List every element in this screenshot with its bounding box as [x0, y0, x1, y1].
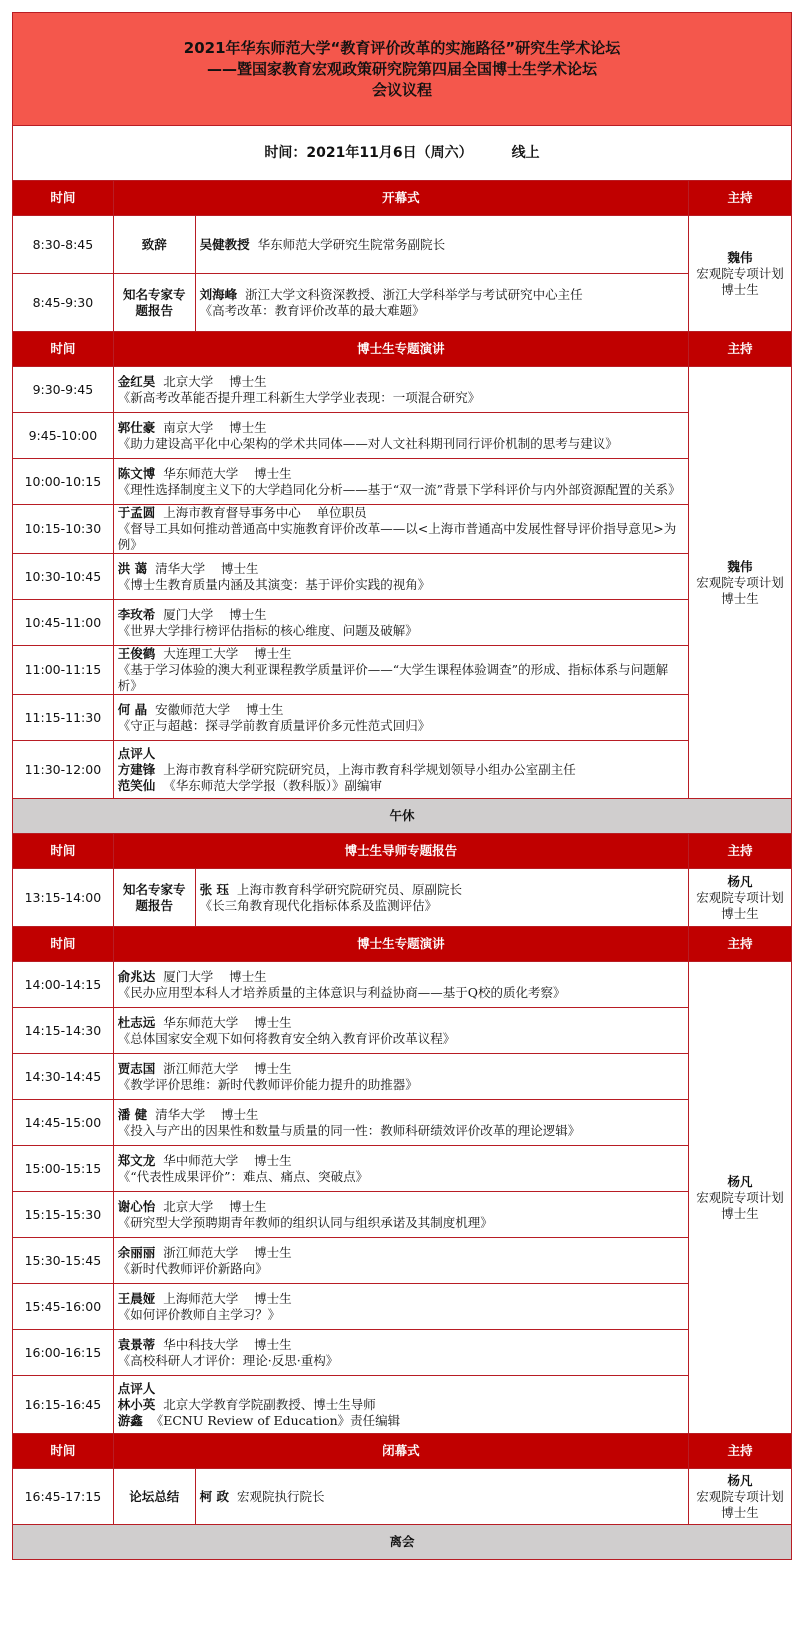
review-content [113, 1376, 688, 1434]
section-title: 开幕式 [113, 181, 688, 216]
time-slot: 16:00-16:15 [13, 1330, 114, 1376]
time-slot: 11:00-11:15 [13, 646, 114, 695]
time-slot: 10:00-10:15 [13, 459, 114, 505]
talk-content [113, 1192, 688, 1238]
agenda-table [12, 12, 792, 1560]
speaker-line [118, 1153, 684, 1169]
talk-title: 《长三角教育现代化指标体系及监测评估》 [199, 897, 438, 913]
col-time-label: 时间 [13, 1434, 114, 1469]
speaker-line [200, 882, 684, 898]
talk-content [113, 505, 688, 554]
time-slot: 16:45-17:15 [13, 1469, 114, 1525]
speaker-name: 袁景蒂 [117, 1336, 156, 1352]
section-header [13, 332, 792, 367]
speaker-affiliation: 南京大学 博士生 [155, 419, 267, 435]
lunch-break-label: 午休 [13, 799, 792, 834]
speaker-affiliation: 宏观院执行院长 [229, 1488, 325, 1504]
role-label: 知名专家专题报告 [113, 274, 195, 332]
speaker-affiliation: 浙江师范大学 博士生 [155, 1060, 292, 1076]
title-line-1: 2021年华东师范大学“教育评价改革的实施路径”研究生学术论坛 [183, 38, 621, 57]
time-slot: 10:45-11:00 [13, 600, 114, 646]
talk-content [113, 600, 688, 646]
agenda-row [13, 1238, 792, 1284]
time-slot: 15:00-15:15 [13, 1146, 114, 1192]
agenda-row [13, 1054, 792, 1100]
talk-content [113, 1284, 688, 1330]
speaker-affiliation: 清华大学 博士生 [147, 1106, 259, 1122]
section-header [13, 181, 792, 216]
role-label: 知名专家专题报告 [113, 869, 195, 927]
speaker-affiliation: 华东师范大学 博士生 [155, 1014, 292, 1030]
host-name: 魏伟 [727, 249, 753, 265]
speaker-name: 金红昊 [117, 373, 156, 389]
speaker-line [118, 1291, 684, 1307]
talk-content [195, 216, 688, 274]
talk-title: 《博士生教育质量内涵及其演变：基于评价实践的视角》 [117, 576, 431, 592]
agenda-row [13, 216, 792, 274]
talk-title: 《“代表性成果评价”：难点、痛点、突破点》 [117, 1168, 369, 1184]
departure [13, 1525, 792, 1560]
talk-content [195, 1469, 688, 1525]
host-title: 宏观院专项计划 博士生 [696, 889, 784, 921]
reviewer-line [118, 1413, 684, 1429]
host-name: 魏伟 [727, 558, 753, 574]
agenda-row [13, 1100, 792, 1146]
lunch-break [13, 799, 792, 834]
agenda-row [13, 367, 792, 413]
time-slot: 15:30-15:45 [13, 1238, 114, 1284]
speaker-line [200, 237, 684, 253]
col-host-label: 主持 [689, 332, 792, 367]
speaker-line [118, 466, 684, 482]
talk-title: 《新时代教师评价新路向》 [117, 1260, 268, 1276]
section-header [13, 834, 792, 869]
section-header [13, 927, 792, 962]
time-slot: 15:45-16:00 [13, 1284, 114, 1330]
time-slot: 13:15-14:00 [13, 869, 114, 927]
talk-content [113, 367, 688, 413]
speaker-line [118, 561, 684, 577]
speaker-affiliation: 浙江师范大学 博士生 [155, 1244, 292, 1260]
speaker-affiliation: 华中科技大学 博士生 [155, 1336, 292, 1352]
agenda-row [13, 1008, 792, 1054]
host-name: 杨凡 [727, 1173, 753, 1189]
talk-content [113, 1238, 688, 1284]
title-line-3: 会议议程 [371, 80, 432, 99]
talk-content [113, 1100, 688, 1146]
col-time-label: 时间 [13, 927, 114, 962]
agenda-row [13, 1192, 792, 1238]
talk-content [113, 962, 688, 1008]
speaker-affiliation: 安徽师范大学 博士生 [147, 701, 284, 717]
speaker-affiliation: 厦门大学 博士生 [155, 968, 267, 984]
role-label: 论坛总结 [113, 1469, 195, 1525]
talk-content [113, 646, 688, 695]
time-slot: 9:30-9:45 [13, 367, 114, 413]
talk-title: 《高考改革：教育评价改革的最大难题》 [199, 302, 425, 318]
role-label: 致辞 [113, 216, 195, 274]
agenda-row [13, 962, 792, 1008]
host-title: 宏观院专项计划 博士生 [696, 574, 784, 606]
time-slot: 10:15-10:30 [13, 505, 114, 554]
reviewer-desc: 《华东师范大学学报（教科版）》副编审 [155, 777, 382, 793]
talk-content [113, 695, 688, 741]
col-host-label: 主持 [689, 927, 792, 962]
speaker-name: 陈文博 [117, 465, 156, 481]
talk-title: 《新高考改革能否提升理工科新生大学学业表现：一项混合研究》 [117, 389, 481, 405]
agenda-row [13, 646, 792, 695]
talk-title: 《总体国家安全观下如何将教育安全纳入教育评价改革议程》 [117, 1030, 456, 1046]
host-cell [689, 216, 792, 332]
agenda-row [13, 505, 792, 554]
speaker-name: 吴健教授 [199, 236, 250, 252]
date-line: 时间：2021年11月6日（周六） 线上 [13, 126, 792, 181]
speaker-line [118, 1245, 684, 1261]
speaker-name: 余丽丽 [117, 1244, 156, 1260]
talk-content [195, 869, 688, 927]
reviewer-line [118, 762, 684, 778]
speaker-line [118, 1015, 684, 1031]
speaker-name: 潘 健 [117, 1106, 148, 1122]
talk-content [113, 1330, 688, 1376]
agenda-row [13, 1330, 792, 1376]
time-slot: 14:15-14:30 [13, 1008, 114, 1054]
section-title: 博士生专题演讲 [113, 927, 688, 962]
agenda-row [13, 695, 792, 741]
speaker-line [118, 1061, 684, 1077]
speaker-affiliation: 厦门大学 博士生 [155, 606, 267, 622]
agenda-row [13, 600, 792, 646]
speaker-name: 俞兆达 [117, 968, 156, 984]
speaker-affiliation: 北京大学 博士生 [155, 1198, 267, 1214]
speaker-line [118, 374, 684, 390]
col-time-label: 时间 [13, 332, 114, 367]
speaker-affiliation: 华中师范大学 博士生 [155, 1152, 292, 1168]
talk-title: 《基于学习体验的澳大利亚课程教学质量评价——“大学生课程体验调查”的形成、指标体系与问题解析》 [117, 662, 669, 693]
speaker-affiliation: 北京大学 博士生 [155, 373, 267, 389]
talk-content [113, 1054, 688, 1100]
speaker-name: 于孟圆 [117, 505, 156, 520]
agenda-row [13, 1284, 792, 1330]
time-slot: 14:30-14:45 [13, 1054, 114, 1100]
reviewer-desc: 《ECNU Review of Education》责任编辑 [142, 1412, 401, 1428]
talk-title: 《高校科研人才评价：理论·反思·重构》 [117, 1352, 339, 1368]
agenda-row [13, 1469, 792, 1525]
time-slot: 11:30-12:00 [13, 741, 114, 799]
col-host-label: 主持 [689, 1434, 792, 1469]
col-host-label: 主持 [689, 181, 792, 216]
host-cell [689, 869, 792, 927]
time-slot: 9:45-10:00 [13, 413, 114, 459]
section-title: 博士生专题演讲 [113, 332, 688, 367]
speaker-affiliation: 华东师范大学 博士生 [155, 465, 292, 481]
host-cell [689, 367, 792, 799]
review-row [13, 741, 792, 799]
talk-title: 《世界大学排行榜评估指标的核心维度、问题及破解》 [117, 622, 418, 638]
speaker-name: 刘海峰 [199, 286, 238, 302]
talk-title: 《如何评价教师自主学习？》 [117, 1306, 281, 1322]
agenda-row [13, 554, 792, 600]
talk-title: 《研究型大学预聘期青年教师的组织认同与组织承诺及其制度机理》 [117, 1214, 493, 1230]
host-name: 杨凡 [727, 1472, 753, 1488]
time-slot: 10:30-10:45 [13, 554, 114, 600]
departure-label: 离会 [13, 1525, 792, 1560]
speaker-name: 李玫希 [117, 606, 156, 622]
talk-content [113, 1008, 688, 1054]
speaker-name: 郑文龙 [117, 1152, 156, 1168]
speaker-line [118, 969, 684, 985]
reviewer-desc: 北京大学教育学院副教授、博士生导师 [155, 1396, 376, 1412]
col-time-label: 时间 [13, 181, 114, 216]
review-label: 点评人 [117, 745, 156, 761]
talk-title: 《助力建设高平化中心架构的学术共同体——对人文社科期刊同行评价机制的思考与建议》 [117, 435, 618, 451]
speaker-name: 郭仕豪 [117, 419, 156, 435]
speaker-line [200, 1489, 684, 1505]
time-slot: 11:15-11:30 [13, 695, 114, 741]
talk-title: 《理性选择制度主义下的大学趋同化分析——基于“双一流”背景下学科评价与内外部资源配置的关系》 [117, 481, 681, 497]
agenda-row [13, 1146, 792, 1192]
talk-title: 《守正与超越：探寻学前教育质量评价多元性范式回归》 [117, 717, 431, 733]
col-time-label: 时间 [13, 834, 114, 869]
speaker-name: 洪 蔼 [117, 560, 148, 576]
speaker-name: 柯 政 [199, 1488, 230, 1504]
section-title: 博士生导师专题报告 [113, 834, 688, 869]
speaker-affiliation: 上海师范大学 博士生 [155, 1290, 292, 1306]
col-host-label: 主持 [689, 834, 792, 869]
talk-content [113, 413, 688, 459]
agenda-row [13, 459, 792, 505]
talk-content [195, 274, 688, 332]
host-name: 杨凡 [727, 873, 753, 889]
speaker-name: 王晨娅 [117, 1290, 156, 1306]
time-slot: 8:45-9:30 [13, 274, 114, 332]
talk-title: 《民办应用型本科人才培养质量的主体意识与利益协商——基于Q校的质化考察》 [117, 984, 566, 1000]
speaker-affiliation: 上海市教育科学研究院研究员、原副院长 [229, 881, 462, 897]
speaker-affiliation: 浙江大学文科资深教授、浙江大学科举学与考试研究中心主任 [237, 286, 583, 302]
speaker-affiliation: 大连理工大学 博士生 [155, 646, 292, 661]
review-row [13, 1376, 792, 1434]
host-title: 宏观院专项计划 博士生 [696, 1189, 784, 1221]
speaker-affiliation: 上海市教育督导事务中心 单位职员 [155, 505, 367, 520]
speaker-line [118, 646, 684, 662]
reviewer-name: 游鑫 [117, 1412, 143, 1428]
speaker-name: 王俊鹤 [117, 646, 156, 661]
talk-title: 《督导工具如何推动普通高中实施教育评价改革——以<上海市普通高中发展性督导评价指导意见>为例》 [117, 521, 677, 552]
time-slot: 14:00-14:15 [13, 962, 114, 1008]
title-line-2: ——暨国家教育宏观政策研究院第四届全国博士生学术论坛 [206, 59, 597, 78]
reviewer-line [118, 778, 684, 794]
reviewer-name: 方建锋 [117, 761, 156, 777]
section-title: 闭幕式 [113, 1434, 688, 1469]
talk-title: 《投入与产出的因果性和数量与质量的同一性：教师科研绩效评价改革的理论逻辑》 [117, 1122, 581, 1138]
speaker-name: 杜志远 [117, 1014, 156, 1030]
speaker-line [118, 702, 684, 718]
section-header [13, 1434, 792, 1469]
reviewer-name: 林小英 [117, 1396, 156, 1412]
speaker-line [200, 287, 684, 303]
agenda-title [13, 13, 792, 126]
speaker-name: 何 晶 [117, 701, 148, 717]
speaker-line [118, 420, 684, 436]
reviewer-desc: 上海市教育科学研究院研究员，上海市教育科学规划领导小组办公室副主任 [155, 761, 576, 777]
speaker-name: 贾志国 [117, 1060, 156, 1076]
review-label: 点评人 [117, 1380, 156, 1396]
talk-content [113, 1146, 688, 1192]
time-slot: 15:15-15:30 [13, 1192, 114, 1238]
reviewer-name: 范笑仙 [117, 777, 156, 793]
host-title: 宏观院专项计划 博士生 [696, 265, 784, 297]
talk-content [113, 459, 688, 505]
agenda-row [13, 869, 792, 927]
agenda-row [13, 274, 792, 332]
talk-content [113, 554, 688, 600]
speaker-line [118, 1337, 684, 1353]
speaker-line [118, 607, 684, 623]
time-slot: 14:45-15:00 [13, 1100, 114, 1146]
host-cell [689, 962, 792, 1434]
host-cell [689, 1469, 792, 1525]
reviewer-line [118, 1397, 684, 1413]
time-slot: 16:15-16:45 [13, 1376, 114, 1434]
talk-title: 《教学评价思维：新时代教师评价能力提升的助推器》 [117, 1076, 418, 1092]
agenda-row [13, 413, 792, 459]
host-title: 宏观院专项计划 博士生 [696, 1488, 784, 1520]
speaker-name: 张 珏 [199, 881, 230, 897]
speaker-name: 谢心怡 [117, 1198, 156, 1214]
speaker-line [118, 1199, 684, 1215]
speaker-line [118, 1107, 684, 1123]
speaker-line [118, 505, 684, 521]
speaker-affiliation: 华东师范大学研究生院常务副院长 [249, 236, 446, 252]
time-slot: 8:30-8:45 [13, 216, 114, 274]
speaker-affiliation: 清华大学 博士生 [147, 560, 259, 576]
review-content [113, 741, 688, 799]
